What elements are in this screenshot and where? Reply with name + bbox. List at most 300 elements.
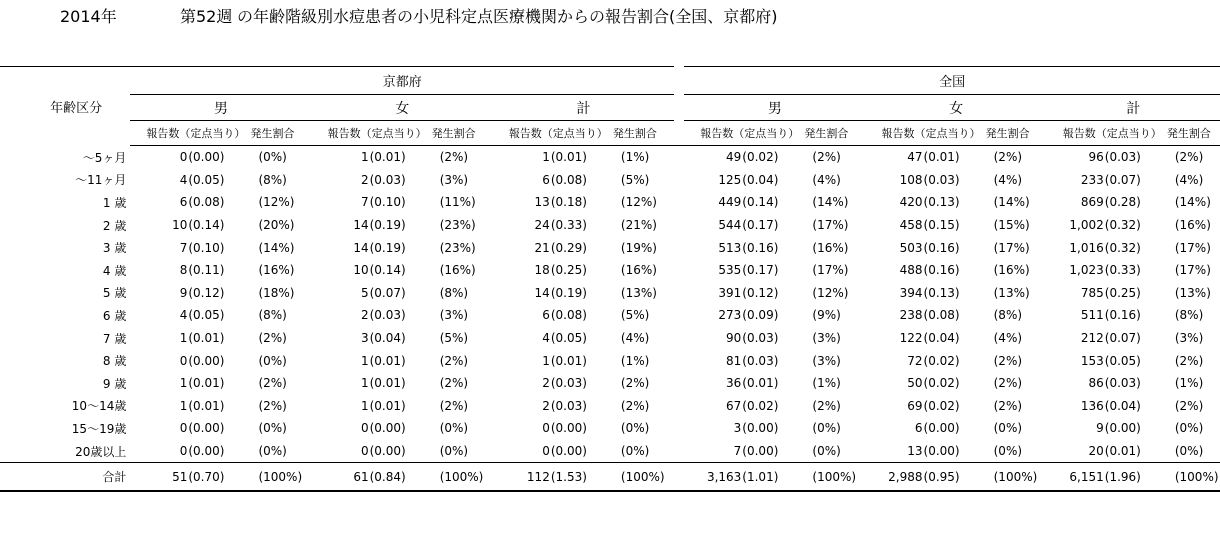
per-site-value-kyoto-female: (0.01) xyxy=(369,353,406,368)
incidence-rate-national-female: (14%) xyxy=(993,195,1030,210)
report-count-kyoto-total: 24 xyxy=(534,218,550,233)
report-count-national-male: 544 xyxy=(718,218,742,233)
per-site-value-national-male: (0.03) xyxy=(742,353,779,368)
table-row xyxy=(0,395,1220,418)
incidence-rate-national-female: (2%) xyxy=(993,398,1023,413)
age-group-label: ～11ヶ月 xyxy=(75,173,127,188)
per-site-value-national-male: (0.16) xyxy=(742,240,779,255)
per-site-value-national-total: (0.03) xyxy=(1104,376,1141,391)
per-site-value-national-total: (0.25) xyxy=(1104,285,1141,300)
incidence-rate-kyoto-male: (16%) xyxy=(258,263,295,278)
report-count-national-male: 449 xyxy=(718,195,742,210)
report-count-kyoto-female: 61 xyxy=(312,463,369,492)
incidence-rate-kyoto-total: (1%) xyxy=(620,353,650,368)
row-gap xyxy=(674,372,684,395)
incidence-rate-national-female: (2%) xyxy=(993,376,1023,391)
report-count-kyoto-total: 1 xyxy=(542,353,550,368)
incidence-rate-national-male: (12%) xyxy=(812,285,849,300)
report-count-national-female: 420 xyxy=(899,195,923,210)
report-count-kyoto-female: 0 xyxy=(360,421,369,436)
age-group-label: 7 歳 xyxy=(102,331,127,346)
report-count-kyoto-male: 0 xyxy=(179,421,188,436)
per-site-value-national-female: (0.08) xyxy=(923,308,960,323)
incidence-rate-kyoto-male: (8%) xyxy=(258,172,287,187)
per-site-value-kyoto-female: (0.19) xyxy=(369,240,406,255)
incidence-rate-kyoto-female: (2%) xyxy=(439,353,469,368)
incidence-rate-national-total: (0%) xyxy=(1174,421,1204,436)
incidence-rate-kyoto-male: (14%) xyxy=(258,240,295,255)
report-count-national-female: 394 xyxy=(899,285,923,300)
incidence-rate-national-total: (4%) xyxy=(1174,172,1204,187)
incidence-rate-national-male: (16%) xyxy=(812,240,849,255)
per-site-value-national-male: (0.00) xyxy=(742,444,779,459)
per-site-value-national-total: (0.28) xyxy=(1104,195,1141,210)
age-group-label: 8 歳 xyxy=(102,354,127,369)
incidence-rate-kyoto-total: (0%) xyxy=(620,444,650,459)
col-header-rate-kyoto-female: 発生割合 xyxy=(430,121,493,146)
per-site-value-kyoto-total: (0.08) xyxy=(550,308,587,323)
per-site-value-national-total: (0.00) xyxy=(1104,421,1141,436)
incidence-rate-kyoto-female: (2%) xyxy=(439,398,469,413)
incidence-rate-kyoto-male: (8%) xyxy=(258,308,287,323)
report-count-national-total: 96 xyxy=(1088,150,1104,165)
report-count-national-female: 108 xyxy=(899,172,923,187)
report-count-kyoto-female: 1 xyxy=(360,398,369,413)
incidence-rate-national-male: (3%) xyxy=(812,331,841,346)
incidence-rate-kyoto-total: (19%) xyxy=(620,240,657,255)
incidence-rate-kyoto-male: (20%) xyxy=(258,218,295,233)
incidence-rate-kyoto-female: (0%) xyxy=(439,421,469,436)
table-row xyxy=(0,259,1220,282)
incidence-rate-kyoto-total: (2%) xyxy=(620,376,650,391)
table-row xyxy=(0,372,1220,395)
per-site-value-kyoto-male: (0.01) xyxy=(188,398,225,413)
report-count-national-male: 36 xyxy=(726,376,742,391)
per-site-value-national-total: (0.07) xyxy=(1104,331,1141,346)
report-count-kyoto-female: 7 xyxy=(360,195,369,210)
report-count-national-male: 49 xyxy=(726,150,742,165)
incidence-rate-national-total: (2%) xyxy=(1174,353,1204,368)
col-header-rate-kyoto-total: 発生割合 xyxy=(611,121,674,146)
age-group-label: 4 歳 xyxy=(102,263,127,278)
per-site-value-kyoto-total: (0.00) xyxy=(550,421,587,436)
report-count-national-female: 6 xyxy=(914,421,923,436)
report-count-kyoto-female: 3 xyxy=(360,331,369,346)
row-gap xyxy=(674,282,684,305)
report-count-kyoto-total: 6 xyxy=(542,172,550,187)
incidence-rate-national-female: (8%) xyxy=(993,308,1023,323)
report-count-national-female: 50 xyxy=(907,376,923,391)
report-count-kyoto-male: 10 xyxy=(172,218,188,233)
row-gap xyxy=(674,395,684,418)
report-count-kyoto-female: 2 xyxy=(360,308,369,323)
incidence-rate-national-total: (2%) xyxy=(1174,398,1204,413)
report-count-kyoto-total: 13 xyxy=(534,195,550,210)
row-gap xyxy=(674,236,684,259)
per-site-value-national-total: (0.33) xyxy=(1104,263,1141,278)
per-site-value-kyoto-total: (1.53) xyxy=(550,463,611,492)
incidence-rate-kyoto-female: (2%) xyxy=(439,150,469,165)
report-count-national-female: 488 xyxy=(899,263,923,278)
incidence-rate-national-total: (8%) xyxy=(1174,308,1204,323)
report-count-kyoto-total: 2 xyxy=(542,376,550,391)
report-count-national-total: 785 xyxy=(1080,285,1104,300)
incidence-rate-national-female: (16%) xyxy=(993,263,1030,278)
per-site-value-kyoto-female: (0.07) xyxy=(369,285,406,300)
sex-header-national-total: 計 xyxy=(1047,95,1220,121)
per-site-value-national-female: (0.16) xyxy=(923,263,960,278)
age-group-label: 1 歳 xyxy=(102,195,127,210)
row-gap xyxy=(674,304,684,327)
incidence-rate-national-total: (17%) xyxy=(1174,263,1211,278)
incidence-rate-national-total: (17%) xyxy=(1174,240,1211,255)
report-count-kyoto-female: 10 xyxy=(353,263,369,278)
incidence-rate-kyoto-female: (0%) xyxy=(439,444,469,459)
report-count-national-total: 153 xyxy=(1080,353,1104,368)
table-row xyxy=(0,417,1220,440)
report-count-kyoto-female: 5 xyxy=(360,285,369,300)
per-site-value-national-male: (0.00) xyxy=(742,421,779,436)
incidence-rate-national-female: (2%) xyxy=(993,353,1023,368)
col-header-count-national-female: 報告数（定点当り） xyxy=(866,121,984,146)
incidence-rate-kyoto-male: (0%) xyxy=(258,444,287,459)
incidence-rate-national-female: (17%) xyxy=(993,240,1030,255)
incidence-rate-national-female: (2%) xyxy=(993,150,1023,165)
sex-header-kyoto-male: 男 xyxy=(130,95,311,121)
per-site-value-national-male: (0.14) xyxy=(742,195,779,210)
table-row xyxy=(0,440,1220,463)
per-site-value-national-female: (0.01) xyxy=(923,150,960,165)
per-site-value-kyoto-male: (0.05) xyxy=(188,172,225,187)
col-header-count-kyoto-total: 報告数（定点当り） xyxy=(493,121,611,146)
report-count-kyoto-male: 8 xyxy=(179,263,188,278)
row-gap xyxy=(674,440,684,463)
incidence-rate-kyoto-male: (18%) xyxy=(258,285,295,300)
incidence-rate-national-female: (100%) xyxy=(984,463,1047,492)
sex-header-national-male: 男 xyxy=(684,95,865,121)
report-count-national-female: 13 xyxy=(907,444,923,459)
row-gap xyxy=(674,417,684,440)
incidence-rate-kyoto-female: (23%) xyxy=(439,218,476,233)
per-site-value-kyoto-total: (0.19) xyxy=(550,285,587,300)
report-count-kyoto-male: 0 xyxy=(179,353,188,368)
report-count-national-total: 86 xyxy=(1088,376,1104,391)
incidence-rate-national-female: (15%) xyxy=(993,218,1030,233)
per-site-value-national-male: (0.09) xyxy=(742,308,779,323)
per-site-value-kyoto-male: (0.70) xyxy=(187,463,248,492)
per-site-value-national-total: (0.32) xyxy=(1104,218,1141,233)
per-site-value-kyoto-female: (0.10) xyxy=(369,195,406,210)
incidence-rate-national-male: (100%) xyxy=(802,463,865,492)
incidence-rate-national-female: (4%) xyxy=(993,172,1023,187)
incidence-rate-kyoto-female: (8%) xyxy=(439,285,469,300)
col-header-count-kyoto-female: 報告数（定点当り） xyxy=(312,121,430,146)
per-site-value-national-female: (0.95) xyxy=(923,463,984,492)
col-header-count-national-total: 報告数（定点当り） xyxy=(1047,121,1165,146)
incidence-rate-kyoto-male: (0%) xyxy=(258,353,287,368)
incidence-rate-kyoto-male: (2%) xyxy=(258,331,287,346)
region-gap xyxy=(674,67,684,95)
age-group-label: ～5ヶ月 xyxy=(82,150,127,165)
table-row xyxy=(0,214,1220,237)
incidence-rate-kyoto-total: (100%) xyxy=(611,463,674,492)
sex-header-kyoto-female: 女 xyxy=(312,95,493,121)
report-count-national-total: 1,016 xyxy=(1069,240,1104,255)
incidence-rate-kyoto-male: (12%) xyxy=(258,195,295,210)
incidence-rate-kyoto-female: (2%) xyxy=(439,376,469,391)
report-count-kyoto-total: 4 xyxy=(542,331,550,346)
report-count-national-total: 212 xyxy=(1080,331,1104,346)
report-count-kyoto-male: 7 xyxy=(179,240,188,255)
total-label: 合計 xyxy=(0,463,130,492)
report-count-kyoto-female: 14 xyxy=(353,240,369,255)
title-year: 2014年 xyxy=(60,7,117,26)
total-row xyxy=(0,463,1220,492)
report-count-national-total: 9 xyxy=(1096,421,1104,436)
incidence-rate-kyoto-female: (3%) xyxy=(439,172,469,187)
incidence-rate-kyoto-total: (5%) xyxy=(620,308,650,323)
report-count-national-male: 513 xyxy=(718,240,742,255)
report-count-kyoto-female: 1 xyxy=(360,376,369,391)
row-gap xyxy=(674,327,684,350)
table-row xyxy=(0,236,1220,259)
age-group-label: 15～19歳 xyxy=(71,421,127,436)
report-count-national-total: 1,023 xyxy=(1069,263,1104,278)
per-site-value-kyoto-female: (0.01) xyxy=(369,376,406,391)
incidence-rate-national-male: (2%) xyxy=(812,398,841,413)
report-count-national-female: 69 xyxy=(907,398,923,413)
per-site-value-kyoto-male: (0.08) xyxy=(188,195,225,210)
incidence-rate-kyoto-total: (16%) xyxy=(620,263,657,278)
report-count-kyoto-total: 14 xyxy=(534,285,550,300)
per-site-value-national-total: (1.96) xyxy=(1104,463,1165,492)
per-site-value-national-total: (0.16) xyxy=(1104,308,1141,323)
per-site-value-national-female: (0.04) xyxy=(923,331,960,346)
report-count-national-total: 20 xyxy=(1088,444,1104,459)
per-site-value-national-female: (0.00) xyxy=(923,444,960,459)
report-count-kyoto-female: 1 xyxy=(360,150,369,165)
incidence-rate-national-total: (13%) xyxy=(1174,285,1211,300)
per-site-value-kyoto-male: (0.10) xyxy=(188,240,225,255)
per-site-value-kyoto-total: (0.05) xyxy=(550,331,587,346)
per-site-value-kyoto-male: (0.00) xyxy=(188,421,225,436)
report-count-national-total: 1,002 xyxy=(1069,218,1104,233)
per-site-value-kyoto-total: (0.01) xyxy=(550,150,587,165)
report-count-kyoto-male: 1 xyxy=(179,398,188,413)
per-site-value-national-total: (0.07) xyxy=(1104,172,1141,187)
incidence-rate-kyoto-female: (16%) xyxy=(439,263,476,278)
per-site-value-national-total: (0.04) xyxy=(1104,398,1141,413)
incidence-rate-national-male: (1%) xyxy=(812,376,841,391)
report-count-national-female: 503 xyxy=(899,240,923,255)
region-header-national: 全国 xyxy=(684,67,1220,95)
per-site-value-kyoto-total: (0.00) xyxy=(550,444,587,459)
incidence-rate-national-male: (4%) xyxy=(812,172,841,187)
report-count-kyoto-male: 0 xyxy=(179,150,188,165)
sex-header-kyoto-total: 計 xyxy=(493,95,674,121)
table-row xyxy=(0,146,1220,169)
per-site-value-national-total: (0.05) xyxy=(1104,353,1141,368)
incidence-rate-kyoto-female: (5%) xyxy=(439,331,469,346)
report-count-national-total: 869 xyxy=(1080,195,1104,210)
incidence-rate-kyoto-female: (3%) xyxy=(439,308,469,323)
incidence-rate-national-female: (0%) xyxy=(993,444,1023,459)
incidence-rate-kyoto-total: (0%) xyxy=(620,421,650,436)
incidence-rate-national-male: (2%) xyxy=(812,150,841,165)
incidence-rate-kyoto-total: (21%) xyxy=(620,218,657,233)
report-count-kyoto-male: 1 xyxy=(179,376,188,391)
report-count-national-male: 273 xyxy=(718,308,742,323)
age-group-label: 9 歳 xyxy=(102,376,127,391)
age-column-header: 年齢区分 xyxy=(0,67,130,146)
per-site-value-kyoto-male: (0.12) xyxy=(188,285,225,300)
row-gap xyxy=(674,214,684,237)
report-count-kyoto-total: 18 xyxy=(534,263,550,278)
per-site-value-kyoto-female: (0.04) xyxy=(369,331,406,346)
col-header-rate-national-male: 発生割合 xyxy=(802,121,865,146)
table-row xyxy=(0,349,1220,372)
report-count-national-female: 2,988 xyxy=(866,463,923,492)
incidence-rate-kyoto-male: (100%) xyxy=(248,463,311,492)
per-site-value-national-total: (0.01) xyxy=(1104,444,1141,459)
per-site-value-kyoto-male: (0.01) xyxy=(188,376,225,391)
per-site-value-national-male: (0.01) xyxy=(742,376,779,391)
per-site-value-kyoto-male: (0.00) xyxy=(188,150,225,165)
report-count-kyoto-total: 0 xyxy=(542,421,550,436)
table-row xyxy=(0,327,1220,350)
incidence-rate-kyoto-total: (13%) xyxy=(620,285,657,300)
report-count-national-male: 3 xyxy=(733,421,742,436)
report-count-national-total: 233 xyxy=(1080,172,1104,187)
row-gap xyxy=(674,146,684,169)
col-header-count-national-male: 報告数（定点当り） xyxy=(684,121,802,146)
incidence-rate-national-female: (4%) xyxy=(993,331,1023,346)
incidence-rate-kyoto-male: (2%) xyxy=(258,376,287,391)
table-row xyxy=(0,191,1220,214)
per-site-value-kyoto-female: (0.19) xyxy=(369,218,406,233)
incidence-rate-national-male: (3%) xyxy=(812,353,841,368)
age-group-label: 20歳以上 xyxy=(75,444,127,459)
per-site-value-kyoto-female: (0.84) xyxy=(369,463,430,492)
table-row xyxy=(0,169,1220,192)
report-count-kyoto-total: 2 xyxy=(542,398,550,413)
per-site-value-national-male: (0.12) xyxy=(742,285,779,300)
per-site-value-national-female: (0.16) xyxy=(923,240,960,255)
report-count-kyoto-male: 9 xyxy=(179,285,188,300)
incidence-rate-national-total: (1%) xyxy=(1174,376,1204,391)
per-site-value-kyoto-total: (0.01) xyxy=(550,353,587,368)
row-gap xyxy=(674,463,684,492)
report-count-national-total: 6,151 xyxy=(1047,463,1104,492)
incidence-rate-national-total: (16%) xyxy=(1174,218,1211,233)
per-site-value-kyoto-female: (0.00) xyxy=(369,444,406,459)
report-count-kyoto-male: 51 xyxy=(130,463,187,492)
per-site-value-national-male: (0.04) xyxy=(742,172,779,187)
incidence-rate-kyoto-total: (2%) xyxy=(620,398,650,413)
incidence-rate-kyoto-male: (2%) xyxy=(258,398,287,413)
report-count-national-male: 391 xyxy=(718,285,742,300)
incidence-rate-kyoto-female: (100%) xyxy=(430,463,493,492)
report-count-kyoto-male: 4 xyxy=(179,172,188,187)
report-count-kyoto-female: 14 xyxy=(353,218,369,233)
incidence-rate-national-male: (17%) xyxy=(812,263,849,278)
per-site-value-kyoto-total: (0.03) xyxy=(550,398,587,413)
row-gap xyxy=(674,191,684,214)
age-group-label: 2 歳 xyxy=(102,218,127,233)
report-count-national-male: 3,163 xyxy=(684,463,741,492)
incidence-rate-national-female: (13%) xyxy=(993,285,1030,300)
incidence-rate-national-female: (0%) xyxy=(993,421,1023,436)
report-count-national-male: 90 xyxy=(726,331,742,346)
per-site-value-national-total: (0.03) xyxy=(1104,150,1141,165)
per-site-value-national-male: (0.02) xyxy=(742,398,779,413)
per-site-value-kyoto-male: (0.01) xyxy=(188,331,225,346)
report-count-kyoto-total: 112 xyxy=(493,463,550,492)
incidence-rate-kyoto-total: (4%) xyxy=(620,331,650,346)
per-site-value-kyoto-male: (0.14) xyxy=(188,218,225,233)
per-site-value-kyoto-female: (0.14) xyxy=(369,263,406,278)
incidence-rate-kyoto-female: (11%) xyxy=(439,195,476,210)
per-site-value-national-female: (0.13) xyxy=(923,285,960,300)
incidence-rate-kyoto-total: (1%) xyxy=(620,150,650,165)
per-site-value-kyoto-total: (0.25) xyxy=(550,263,587,278)
report-table xyxy=(0,66,1220,492)
per-site-value-kyoto-female: (0.03) xyxy=(369,172,406,187)
report-title xyxy=(0,6,1220,28)
report-count-national-total: 136 xyxy=(1080,398,1104,413)
incidence-rate-kyoto-female: (23%) xyxy=(439,240,476,255)
age-group-label: 6 歳 xyxy=(102,308,127,323)
per-site-value-national-male: (1.01) xyxy=(741,463,802,492)
report-count-kyoto-male: 1 xyxy=(179,331,188,346)
subheader-gap xyxy=(674,121,684,146)
report-count-kyoto-male: 0 xyxy=(179,444,188,459)
report-count-kyoto-total: 0 xyxy=(542,444,550,459)
report-count-national-male: 7 xyxy=(733,444,742,459)
age-group-label: 5 歳 xyxy=(102,286,127,301)
per-site-value-kyoto-male: (0.11) xyxy=(188,263,225,278)
sex-header-national-female: 女 xyxy=(866,95,1047,121)
incidence-rate-national-total: (3%) xyxy=(1174,331,1204,346)
per-site-value-kyoto-total: (0.03) xyxy=(550,376,587,391)
incidence-rate-national-total: (0%) xyxy=(1174,444,1204,459)
per-site-value-kyoto-female: (0.03) xyxy=(369,308,406,323)
per-site-value-kyoto-male: (0.00) xyxy=(188,353,225,368)
region-header-kyoto: 京都府 xyxy=(130,67,674,95)
incidence-rate-national-male: (17%) xyxy=(812,218,849,233)
per-site-value-national-female: (0.15) xyxy=(923,218,960,233)
per-site-value-kyoto-male: (0.00) xyxy=(188,444,225,459)
per-site-value-national-female: (0.02) xyxy=(923,398,960,413)
title-week: 第52週 xyxy=(180,7,233,26)
col-header-count-kyoto-male: 報告数（定点当り） xyxy=(130,121,248,146)
per-site-value-national-female: (0.00) xyxy=(923,421,960,436)
report-count-kyoto-male: 4 xyxy=(179,308,188,323)
row-gap xyxy=(674,259,684,282)
incidence-rate-national-male: (14%) xyxy=(812,195,849,210)
report-count-kyoto-female: 1 xyxy=(360,353,369,368)
per-site-value-national-female: (0.03) xyxy=(923,172,960,187)
per-site-value-national-male: (0.02) xyxy=(742,150,779,165)
incidence-rate-national-total: (2%) xyxy=(1174,150,1204,165)
col-header-rate-kyoto-male: 発生割合 xyxy=(248,121,311,146)
col-header-rate-national-female: 発生割合 xyxy=(984,121,1047,146)
report-count-kyoto-total: 1 xyxy=(542,150,550,165)
incidence-rate-national-total: (14%) xyxy=(1174,195,1211,210)
report-count-national-female: 238 xyxy=(899,308,923,323)
per-site-value-kyoto-total: (0.33) xyxy=(550,218,587,233)
row-gap xyxy=(674,169,684,192)
